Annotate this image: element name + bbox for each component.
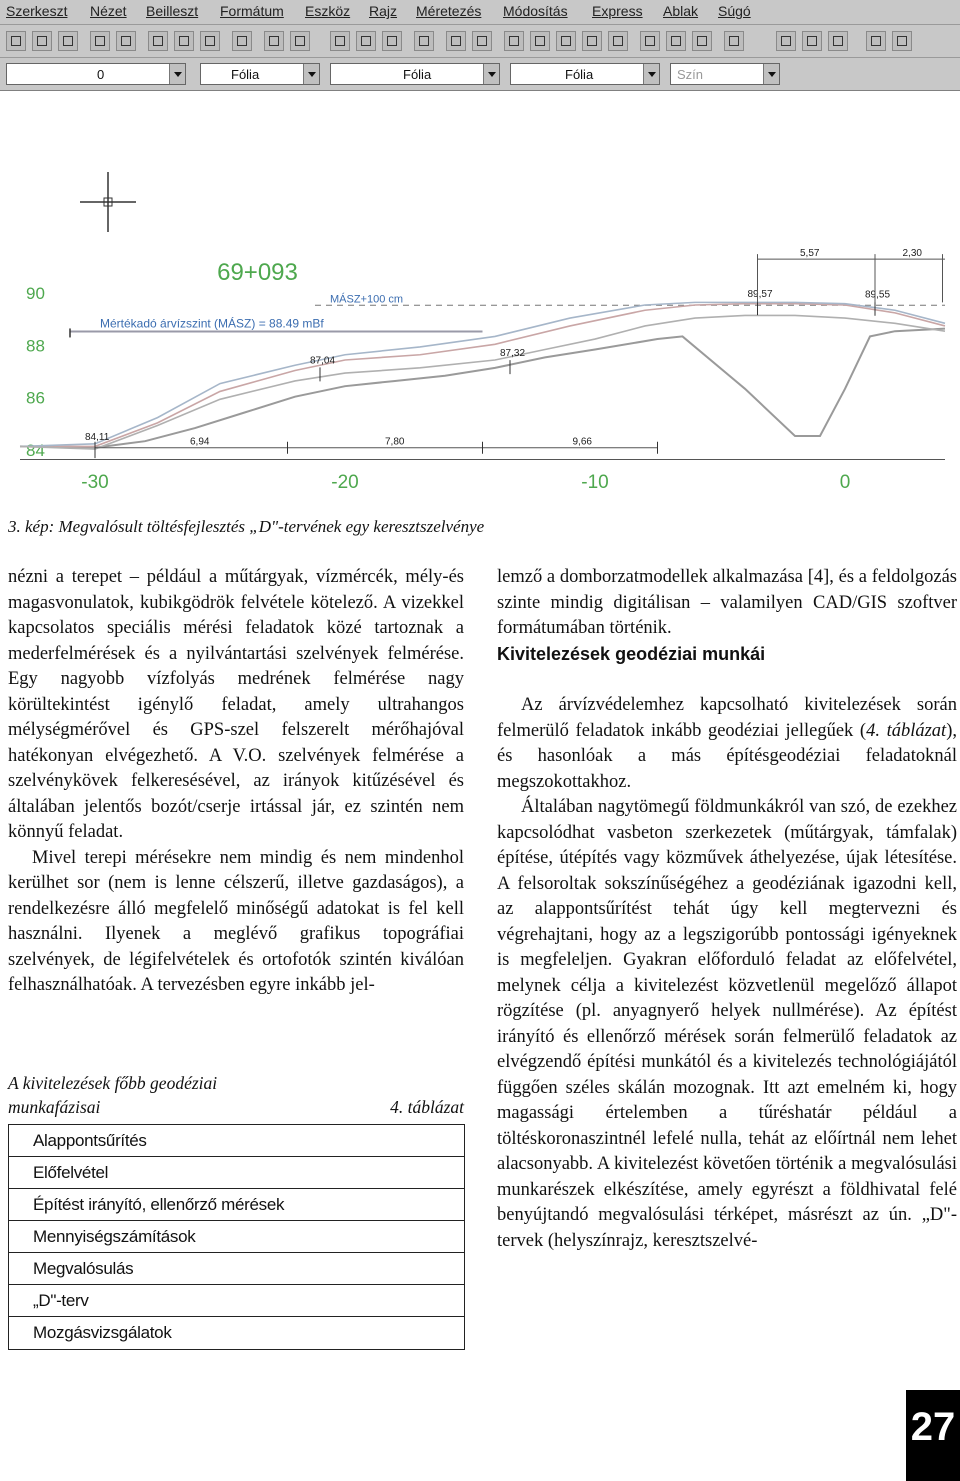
cross-section-chart [0, 90, 960, 500]
match-properties-icon[interactable] [232, 31, 252, 51]
top-dimension-label: 2,30 [902, 248, 922, 260]
table-row: Megvalósulás [9, 1253, 464, 1285]
lineweight-combo[interactable] [510, 63, 660, 85]
cad-screenshot [0, 0, 960, 500]
right-paragraph-2b: ), és hasonlóak a más építésgeodéziai feladatoknál megszokottakhoz. [497, 720, 957, 792]
left-column [8, 565, 464, 999]
copy-clip-icon[interactable] [866, 31, 886, 51]
y-tick-label: 90 [26, 283, 45, 303]
x-tick-label: 0 [839, 472, 851, 493]
right-paragraph-2 [497, 693, 957, 795]
open-icon[interactable] [32, 31, 52, 51]
x-tick-label: -10 [581, 472, 609, 493]
standard-toolbar [0, 25, 960, 58]
help-icon[interactable] [724, 31, 744, 51]
menu-nezet[interactable]: Nézet [90, 3, 127, 19]
table-row: Előfelvétel [9, 1157, 464, 1189]
named-views-icon[interactable] [472, 31, 492, 51]
design-center-icon[interactable] [666, 31, 686, 51]
right-column [497, 565, 957, 1254]
table-row: „D"-terv [9, 1285, 464, 1317]
pan-icon[interactable] [530, 31, 550, 51]
left-paragraph-1: nézni a terepet – például a műtárgyak, vízmércék, mély-és magasvonulatok, kubikgödrök felvétele kötelező. A vizekkel kapcsolatos speciális mérési feladatok közé tartoznak a mederfelmérések és a nyilvántartási szelvények felmérése. Egy nagyobb vízfolyás medrének felmérése nagy körültekintést igénylő feladat, amely ultrahangos mélységmérővel és GPS-szel felszerelt mérőhajóval hatékonyan elvégezhető. A V.O. szelvények felmérése a szelvénykövek felkeresésével, az irányok kitűzésével és általában jelentős bozót/cserje irtással jár, ez szintén nem könnyű feladat. [8, 567, 464, 842]
color-combo-value: Fólia [231, 67, 260, 82]
paste-icon[interactable] [200, 31, 220, 51]
layer-combo[interactable] [6, 63, 186, 85]
right-paragraph-1: lemző a domborzatmodellek alkalmazása [4], és a feldolgozás szinte mindig digitálisan – valamilyen CAD/GIS szoftver formátumában történik. [497, 567, 957, 638]
menu-eszkoz[interactable]: Eszköz [305, 3, 351, 19]
table-reference[interactable]: 4. táblázat [866, 720, 947, 741]
ucs-icon[interactable] [446, 31, 466, 51]
top-dimension-label: 5,57 [800, 248, 820, 260]
menu-beillesz[interactable]: Beilleszt [146, 3, 199, 19]
zoom-realtime-icon[interactable] [556, 31, 576, 51]
table-number: 4. táblázat [390, 1097, 464, 1117]
copy-icon[interactable] [174, 31, 194, 51]
table-row: Építést irányító, ellenőrző mérések [9, 1189, 464, 1221]
snap-icon[interactable] [356, 31, 376, 51]
x-tick-label: -30 [81, 472, 109, 493]
masz-plus-label: MÁSZ+100 cm [330, 293, 404, 306]
chevron-down-icon[interactable] [763, 64, 779, 84]
y-tick-label: 84 [26, 441, 45, 461]
zoom-window-icon[interactable] [582, 31, 602, 51]
table-title [8, 1071, 464, 1119]
menu-rajz[interactable]: Rajz [369, 3, 398, 19]
save-icon[interactable] [58, 31, 78, 51]
tool-palette-icon[interactable] [692, 31, 712, 51]
right-paragraph-2a: Az árvízvédelemhez kapcsolható kivitelezések során felmerülő feladatok inkább geodéziai jellegűek ( [497, 695, 957, 741]
distance-label: 6,94 [190, 436, 210, 448]
section-heading: Kivitelezések geodéziai munkái [497, 643, 766, 664]
tracking-icon[interactable] [414, 31, 434, 51]
layer-tool-icon[interactable] [776, 31, 796, 51]
linetype-combo-value: Fólia [403, 67, 432, 82]
linetype-combo[interactable] [330, 63, 500, 85]
plot-style-combo[interactable] [670, 63, 780, 85]
print-icon[interactable] [90, 31, 110, 51]
chevron-down-icon[interactable] [643, 64, 659, 84]
chevron-down-icon[interactable] [169, 64, 185, 84]
masz-label: Mértékadó árvízszint (MÁSZ) = 88.49 mBf [100, 316, 324, 331]
cut-icon[interactable] [148, 31, 168, 51]
y-tick-label: 88 [26, 336, 45, 356]
elevation-label: 87,32 [500, 348, 526, 360]
menu-meretezes[interactable]: Méretezés [416, 3, 482, 19]
3d-orbit-icon[interactable] [504, 31, 524, 51]
lineweight-combo-value: Fólia [565, 67, 594, 82]
series-line-meglevo [20, 315, 945, 449]
menu-formatum[interactable]: Formátum [220, 3, 284, 19]
distance-label: 7,80 [385, 436, 405, 448]
left-paragraph-2: Mivel terepi mérésekre nem mindig és nem mindenhol kerülhet sor (nem is lenne célszerű, illetve gazdaságos), a rendelkezésre álló megfelelő minőségű adatokat is fel kell használni. Ilyenek a meglévő grafikus topográfiai szelvények, de légifelvételek és ortofotók szintén kiválóan felhasználhatóak. A tervezésben egyre inkább jel- [8, 847, 464, 995]
x-tick-label: -20 [331, 472, 359, 493]
y-tick-label: 86 [26, 388, 45, 408]
table-title-text: A kivitelezések főbb geodéziai munkafázisai [8, 1073, 218, 1117]
chart-title: 69+093 [217, 259, 298, 287]
properties-icon[interactable] [640, 31, 660, 51]
preview-icon[interactable] [116, 31, 136, 51]
layer-combo-value: 0 [97, 67, 105, 82]
menu-szerkeszt[interactable]: Szerkeszt [6, 3, 68, 19]
menu-ablak[interactable]: Ablak [663, 3, 699, 19]
elevation-label: 89,55 [865, 289, 891, 301]
phases-table [8, 1124, 465, 1350]
layer-state-icon[interactable] [828, 31, 848, 51]
undo-icon[interactable] [264, 31, 284, 51]
right-paragraph-3: Általában nagytömegű földmunkákról van szó, de ezekhez kapcsolódhat vasbeton szerkezetek (műtárgyak, támfalak) építése, útépítés vagy közművek áthelyezése, újak létesítése. A felsoroltak sokszínűségéhez a geodéziának igazodni kell, az alappontsűrítést tehát úgy kell megtervezni és végrehajtani, hogy az a legszigorúbb pontossági igényeknek is megfeleljen. Gyakran előforduló feladat az előfelvétel, melynek célja a kivitelezést közvetlenül megelőző állapot rögzítése (pl. anyagnyerő helyek nullmérése). Az építést irányító és ellenőrző mérések során felmerülő feladatok az elvégzendő építési munkától és a kivitelezés technológiájától függően széles skálán mozognak. Itt azt emelném ki, hogy magassági értelemben a tűréshatár például a töltéskoronaszintnél lefelé nulla, tehát az előírtnál nem lehet alacsonyabb. A kivitelezést követően történik a megvalósulási munkarészek elkészítése, amely egyrészt a földhivatal felé benyújtandó megvalósulási térképet, másrészt az ún. „D"-tervek (helyszínrajz, keresztszelvé- [497, 797, 957, 1251]
chevron-down-icon[interactable] [303, 64, 319, 84]
distance-label: 9,66 [572, 436, 592, 448]
elevation-label: 87,04 [310, 355, 336, 367]
plot-style-combo-value: Szín [677, 67, 704, 82]
chevron-down-icon[interactable] [483, 64, 499, 84]
elevation-label: 84,11 [85, 432, 110, 444]
layer-previous-icon[interactable] [802, 31, 822, 51]
zoom-previous-icon[interactable] [608, 31, 628, 51]
table-row: Alappontsűrítés [9, 1125, 464, 1157]
new-file-icon[interactable] [6, 31, 26, 51]
elevation-label: 89,57 [747, 289, 773, 301]
layout-icon[interactable] [892, 31, 912, 51]
redo-icon[interactable] [290, 31, 310, 51]
table-row: Mozgásvizsgálatok [33, 1323, 172, 1342]
page-number: 27 [906, 1390, 960, 1481]
menu-express[interactable]: Express [592, 3, 643, 19]
table-row: Mennyiségszámítások [9, 1221, 464, 1253]
grid-icon[interactable] [382, 31, 402, 51]
color-combo[interactable] [200, 63, 320, 85]
hyperlink-icon[interactable] [330, 31, 350, 51]
menu-sugo[interactable]: Súgó [718, 3, 751, 19]
menu-modositas[interactable]: Módosítás [503, 3, 568, 19]
figure-caption: 3. kép: Megvalósult töltésfejlesztés „D"-tervének egy keresztszelvénye [8, 517, 485, 536]
menu-bar [0, 0, 960, 25]
properties-toolbar [0, 58, 960, 91]
